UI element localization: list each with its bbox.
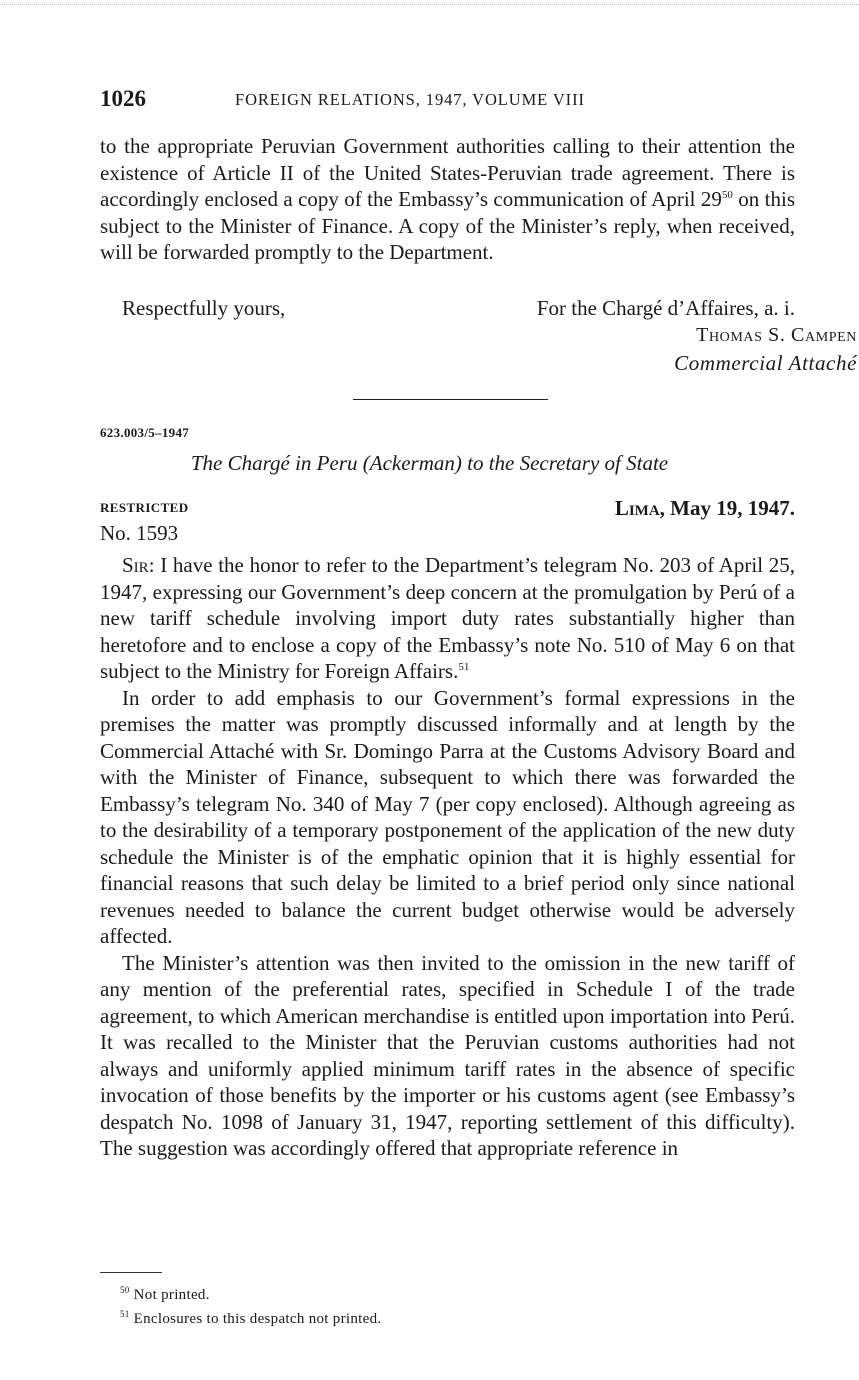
footnote-number: 50 bbox=[120, 1285, 130, 1295]
signer-title: Commercial Attaché bbox=[674, 351, 857, 375]
paragraph-text: to the appropriate Peruvian Government authorities calling to their attention the existence of Article II of the United States-Peruvian trade agreement. There is accordingly enclosed a copy of the Embassy’s communication of April 29 bbox=[100, 134, 795, 211]
page-number: 1026 bbox=[100, 86, 146, 111]
continued-paragraph bbox=[100, 133, 795, 266]
document-heading-text: The Chargé in Peru (Ackerman) to the Secretary of State bbox=[190, 451, 669, 475]
footnote-text: Not printed. bbox=[129, 1287, 210, 1303]
footnote bbox=[120, 1305, 381, 1329]
closing-line bbox=[100, 296, 795, 323]
footnote-ref: 51 bbox=[458, 661, 470, 673]
paragraph-2: In order to add emphasis to our Government’s formal expressions in the premises the matter was promptly discussed informally and at length by the Commercial Attaché with Sr. Domingo Parra at the Customs Advisory Board and with the Minister of Finance, subsequent to which there was forwarded the Embassy’s telegram No. 340 of May 7 (per copy enclosed). Although agreeing as to the desirability of a temporary postponement of the application of the new duty schedule the Minister is of the emphatic opinion that it is highly essential for financial reasons that such delay be limited to a brief period only since national revenues needed to balance the current budget otherwise would be adversely affected. bbox=[100, 685, 795, 948]
date: May 19, 1947. bbox=[664, 496, 795, 520]
place: Lima, bbox=[614, 496, 665, 520]
footnote-ref: 50 bbox=[721, 189, 733, 201]
salutation: Sir bbox=[122, 553, 149, 577]
footnote-number: 51 bbox=[120, 1309, 130, 1319]
section-divider bbox=[353, 399, 548, 400]
paragraph-3: The Minister’s attention was then invited to the omission in the new tariff of any mention of the preferential rates, specified in Schedule I of the trade agreement, to which American merchandise is entitled upon importation into Perú. It was recalled to the Minister that the Peruvian customs authorities had not always and uniformly applied minimum tariff rates in the absence of specific invocation of those benefits by the importer or his customs agent (see Embassy’s despatch No. 1098 of January 31, 1947, reporting settlement of this difficulty). The suggestion was accordingly offered that appropriate reference in bbox=[100, 950, 795, 1160]
for-charge-line: For the Chargé d’Affaires, a. i. bbox=[536, 296, 795, 320]
paragraph-text-tail: on this subject to the Minister of Finance. A copy of the Minister’s reply, when received, will be forwarded promptly to the Department. bbox=[100, 187, 796, 264]
signer-name: Thomas S. Campen bbox=[696, 324, 857, 346]
footnote bbox=[120, 1281, 381, 1305]
closing: Respectfully yours, bbox=[122, 296, 286, 320]
footnote-rule bbox=[100, 1272, 162, 1273]
classification: RESTRICTED bbox=[100, 500, 189, 515]
despatch-body bbox=[100, 552, 795, 1162]
document-heading bbox=[100, 451, 859, 476]
running-title: FOREIGN RELATIONS, 1947, VOLUME VIII bbox=[235, 90, 585, 109]
paragraph-1-text: : I have the honor to refer to the Department’s telegram No. 203 of April 25, 1947, expressing our Government’s deep concern at the promulgation by Perú of a new tariff schedule involving import duty rates substantially higher than heretofore and to enclose a copy of the Embassy’s note No. 510 of May 6 on that subject to the Ministry for Foreign Affairs. bbox=[100, 553, 795, 683]
file-number: 623.003/5–1947 bbox=[100, 425, 190, 440]
top-border bbox=[0, 4, 859, 5]
despatch-number: No. 1593 bbox=[100, 521, 179, 545]
place-date bbox=[615, 496, 795, 521]
running-head bbox=[100, 86, 795, 116]
footnotes bbox=[120, 1281, 381, 1329]
paragraph-1 bbox=[100, 552, 795, 685]
footnote-text: Enclosures to this despatch not printed. bbox=[129, 1311, 382, 1327]
